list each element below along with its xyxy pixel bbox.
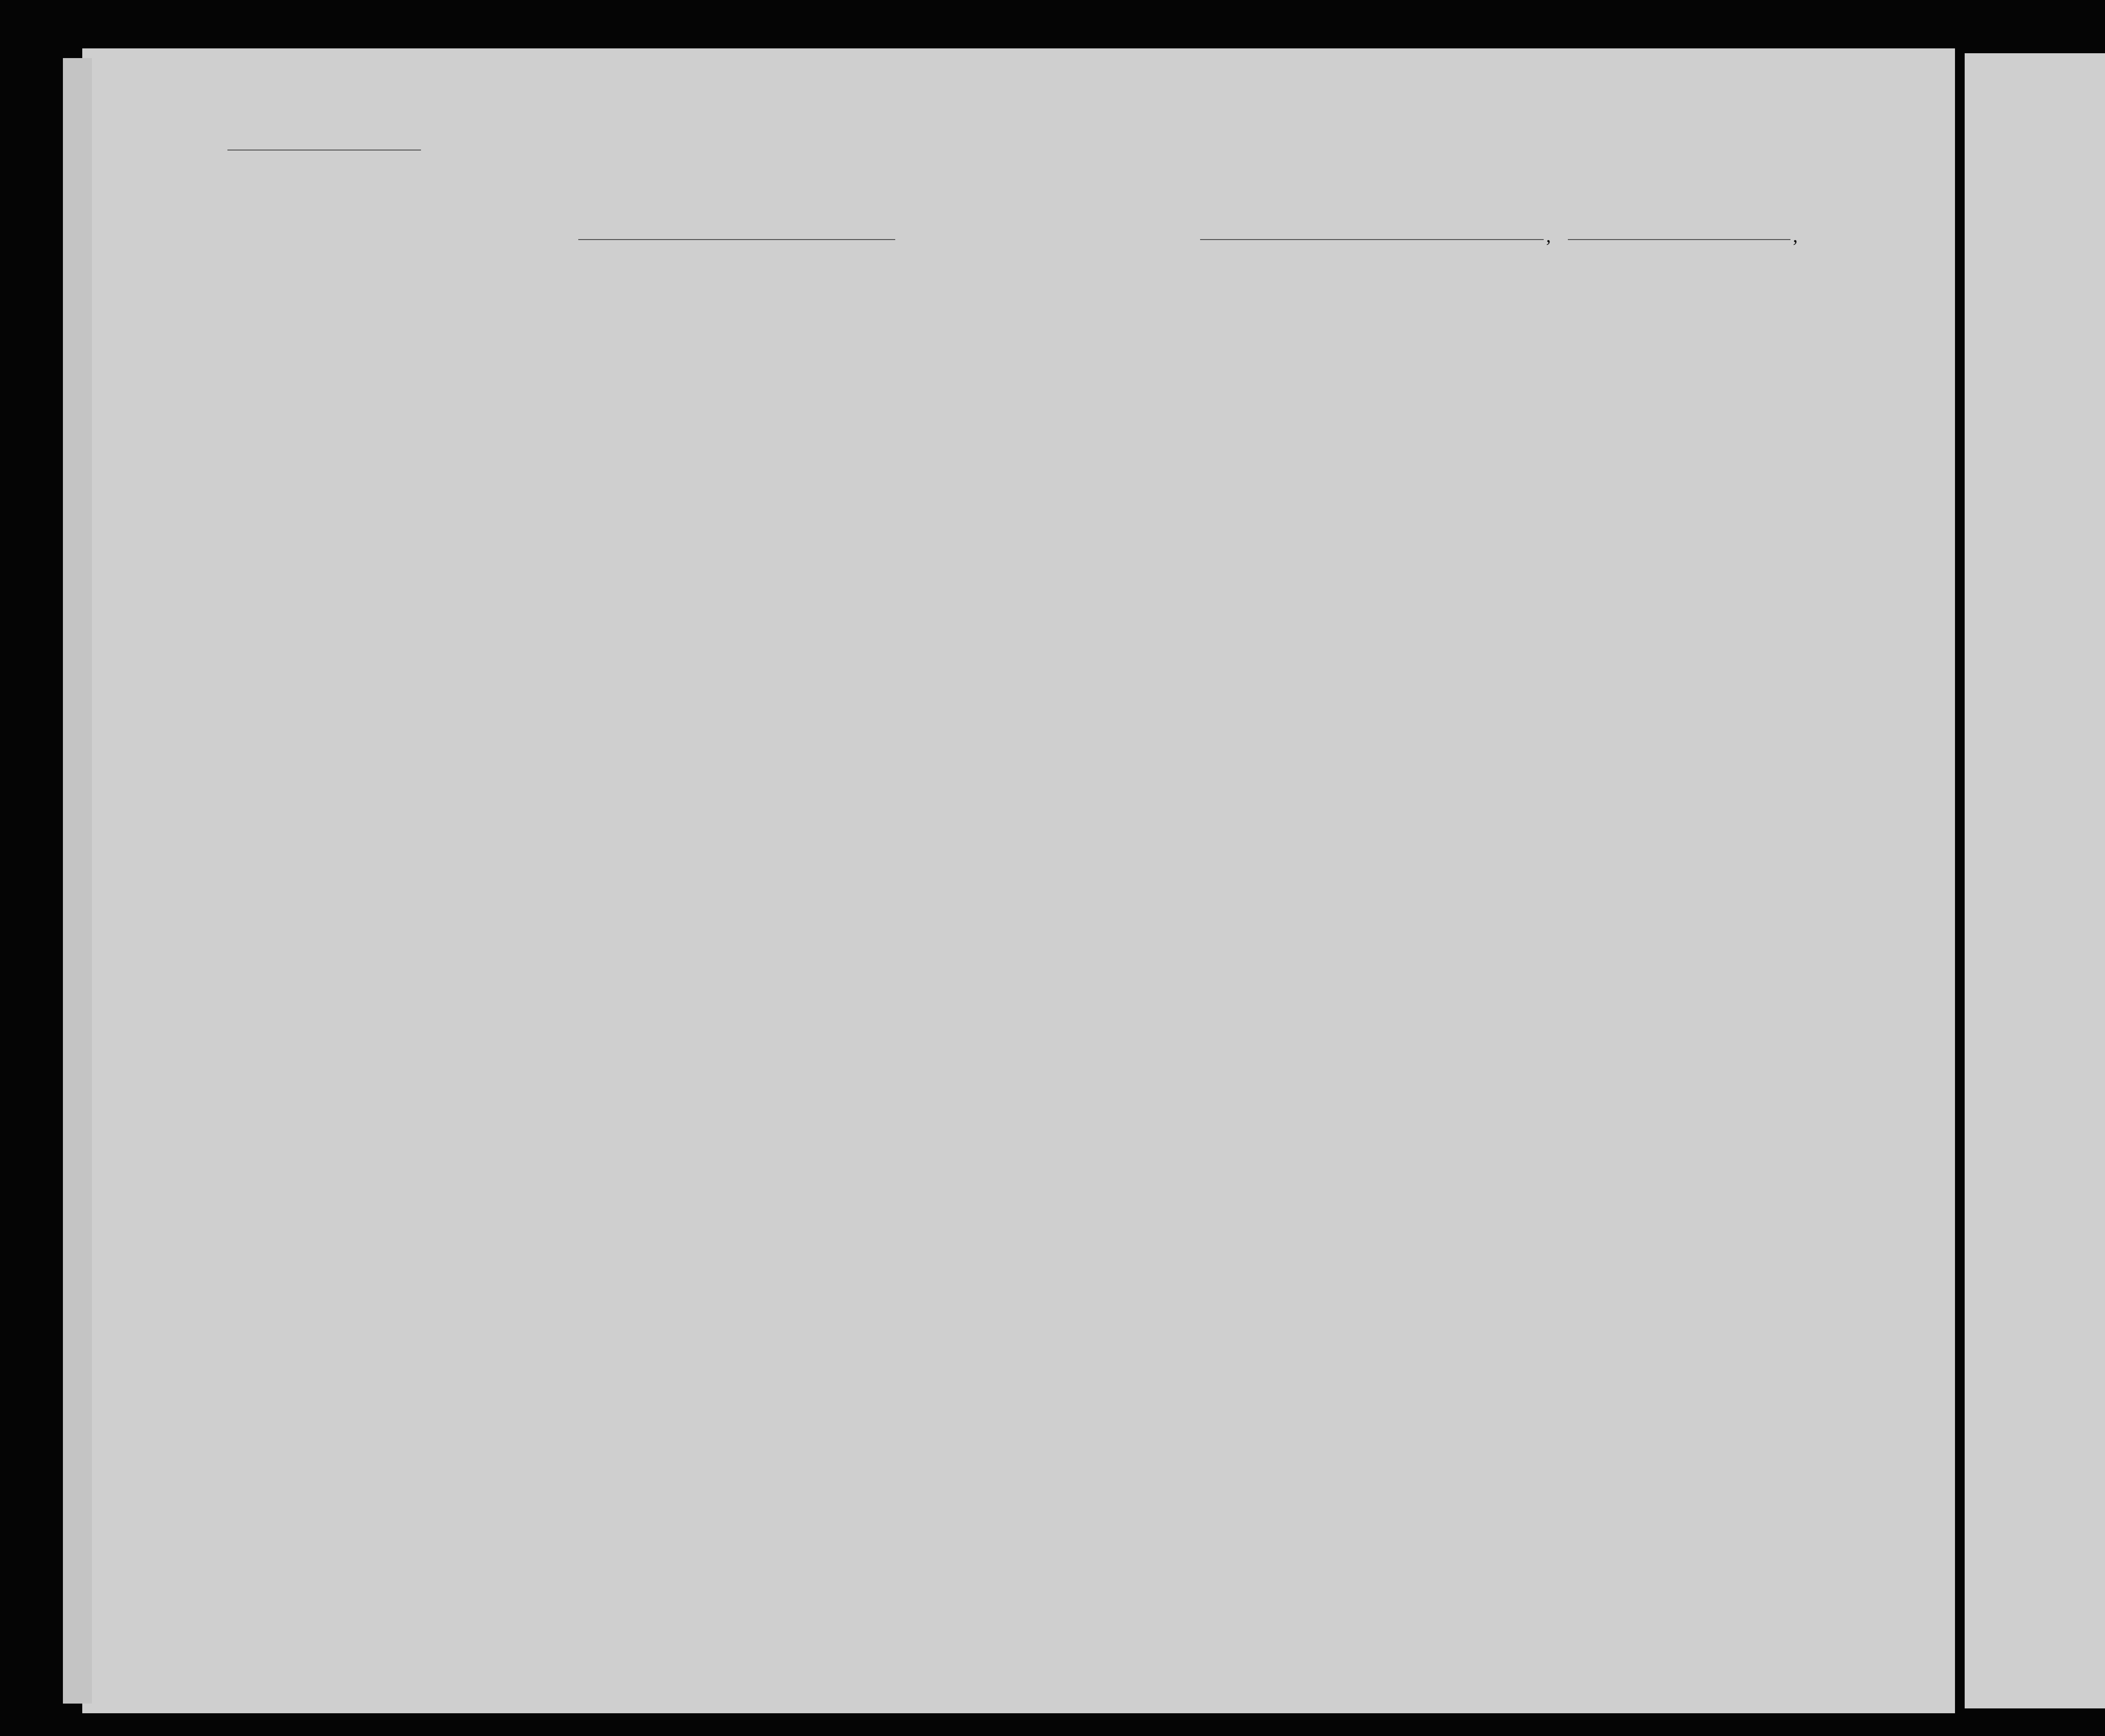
left-page [82,48,1955,1713]
page-edge [63,58,92,1704]
comma2: , [1793,225,1798,246]
right-page [1965,53,2105,1708]
comma: , [1546,225,1551,246]
